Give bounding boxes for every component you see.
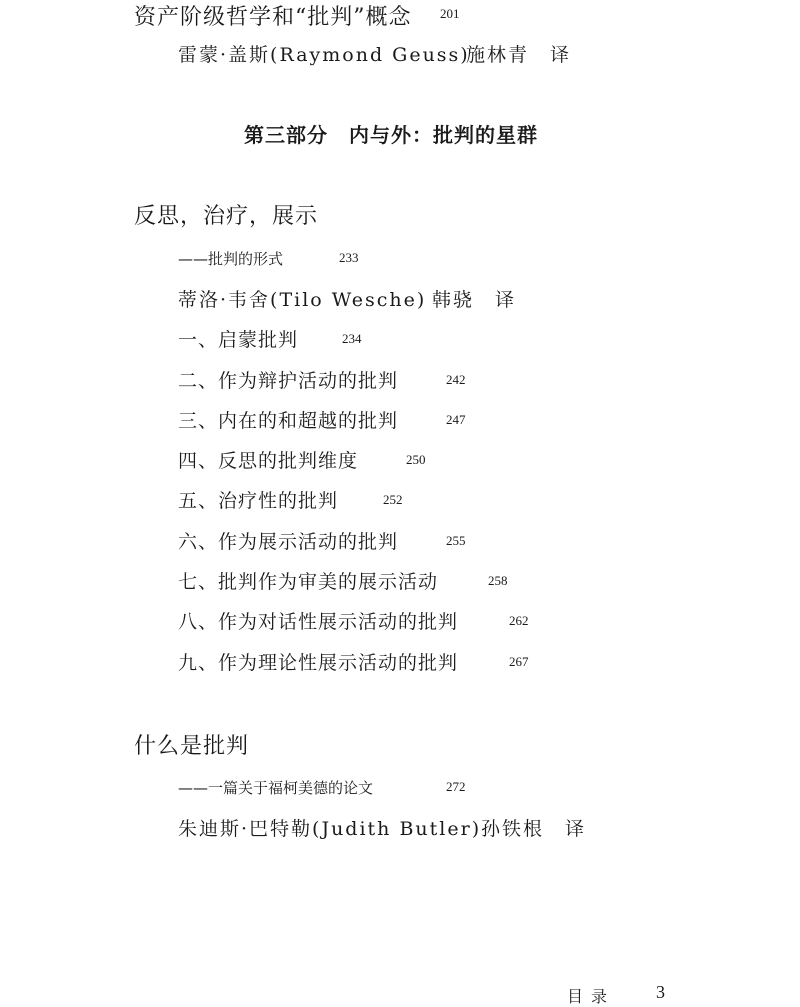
entry-subtitle-forms: ——批判的形式: [178, 250, 284, 268]
section-item-4: 四、反思的批判维度: [178, 450, 359, 472]
entry-title-reflection: 反思，治疗，展示: [134, 204, 319, 229]
entry-page-233: 233: [339, 250, 359, 265]
entry-translator-butler: 孙铁根 译: [481, 818, 587, 840]
section-item-6: 六、作为展示活动的批判: [178, 531, 399, 553]
section-page-7: 258: [488, 573, 508, 588]
entry-subtitle-foucault: ——一篇关于福柯美德的论文: [178, 779, 374, 797]
section-page-8: 262: [509, 613, 529, 628]
section-item-7: 七、批判作为审美的展示活动: [178, 571, 439, 593]
entry-title-bourgeois: 资产阶级哲学和“批判”概念: [134, 5, 412, 30]
section-item-2: 二、作为辩护活动的批判: [178, 370, 399, 392]
entry-page-272: 272: [446, 779, 466, 794]
section-page-3: 247: [446, 412, 466, 427]
author-name: 雷蒙·盖斯(Raymond Geuss): [178, 44, 470, 66]
entry-author-butler: 朱迪斯·巴特勒(Judith Butler): [178, 818, 482, 840]
entry-author-wesche: 蒂洛·韦舍(Tilo Wesche): [178, 289, 427, 311]
section-item-9: 九、作为理论性展示活动的批判: [178, 652, 459, 674]
section-page-4: 250: [406, 452, 426, 467]
section-item-5: 五、治疗性的批判: [178, 490, 339, 512]
section-page-9: 267: [509, 654, 529, 669]
entry-title-what-is-critique: 什么是批判: [134, 734, 250, 759]
section-page-5: 252: [383, 492, 403, 507]
entry-page-201: 201: [440, 6, 460, 21]
entry-translator-geuss: 施林青 译: [466, 44, 572, 66]
part-three-heading: 第三部分 内与外：批判的星群: [244, 123, 538, 147]
section-page-2: 242: [446, 372, 466, 387]
section-page-6: 255: [446, 533, 466, 548]
footer-label: 目录: [567, 987, 616, 1006]
section-item-8: 八、作为对话性展示活动的批判: [178, 611, 459, 633]
footer-page-number: 3: [656, 982, 665, 1002]
section-item-1: 一、启蒙批判: [178, 329, 299, 351]
section-page-1: 234: [342, 331, 362, 346]
section-item-3: 三、内在的和超越的批判: [178, 410, 399, 432]
entry-translator-wesche: 韩骁 译: [432, 289, 517, 311]
entry-author-geuss: [178, 40, 470, 67]
